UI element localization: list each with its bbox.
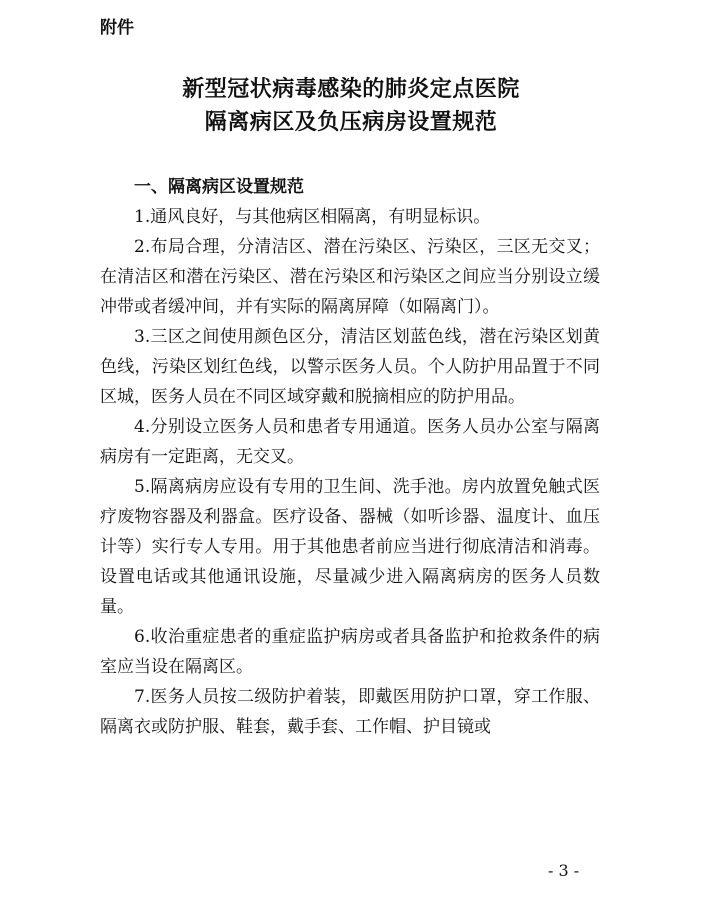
paragraph-6: 6.收治重症患者的重症监护病房或者具备监护和抢救条件的病室应当设在隔离区。	[100, 627, 600, 677]
paragraph-7: 7.医务人员按二级防护着装，即戴医用防护口罩，穿工作服、隔离衣或防护服、鞋套，戴手套、工作帽、护目镜或	[100, 687, 600, 737]
page-number: - 3 -	[548, 861, 580, 880]
paragraph-2: 2.布局合理，分清洁区、潜在污染区、污染区，三区无交叉；在清洁区和潜在污染区、潜在污染区和污染区之间应当分别设立缓冲带或者缓冲间，并有实际的隔离屏障（如隔离门）。	[100, 237, 600, 317]
document-title	[0, 73, 702, 139]
paragraph-4: 4.分别设立医务人员和患者专用通道。医务人员办公室与隔离病房有一定距离，无交叉。	[100, 417, 600, 467]
paragraph-1: 1.通风良好，与其他病区相隔离，有明显标识。	[134, 207, 491, 227]
title-line-2: 隔离病区及负压病房设置规范	[204, 109, 498, 135]
title-line-1: 新型冠状病毒感染的肺炎定点医院	[182, 76, 520, 102]
document-body	[100, 173, 600, 742]
section-heading: 一、隔离病区设置规范	[134, 177, 304, 197]
paragraph-3: 3.三区之间使用颜色区分，清洁区划蓝色线，潜在污染区划黄色线，污染区划红色线，以警示医务人员。个人防护用品置于不同区城，医务人员在不同区域穿戴和脱摘相应的防护用品。	[100, 327, 600, 407]
paragraph-5: 5.隔离病房应设有专用的卫生间、洗手池。房内放置免触式医疗废物容器及利器盒。医疗设备、器械（如听诊器、温度计、血压计等）实行专人专用。用于其他患者前应当进行彻底清洁和消毒。设置电话或其他通讯设施，尽量减少进入隔离病房的医务人员数量。	[100, 477, 600, 617]
attachment-label: 附件	[100, 18, 134, 38]
